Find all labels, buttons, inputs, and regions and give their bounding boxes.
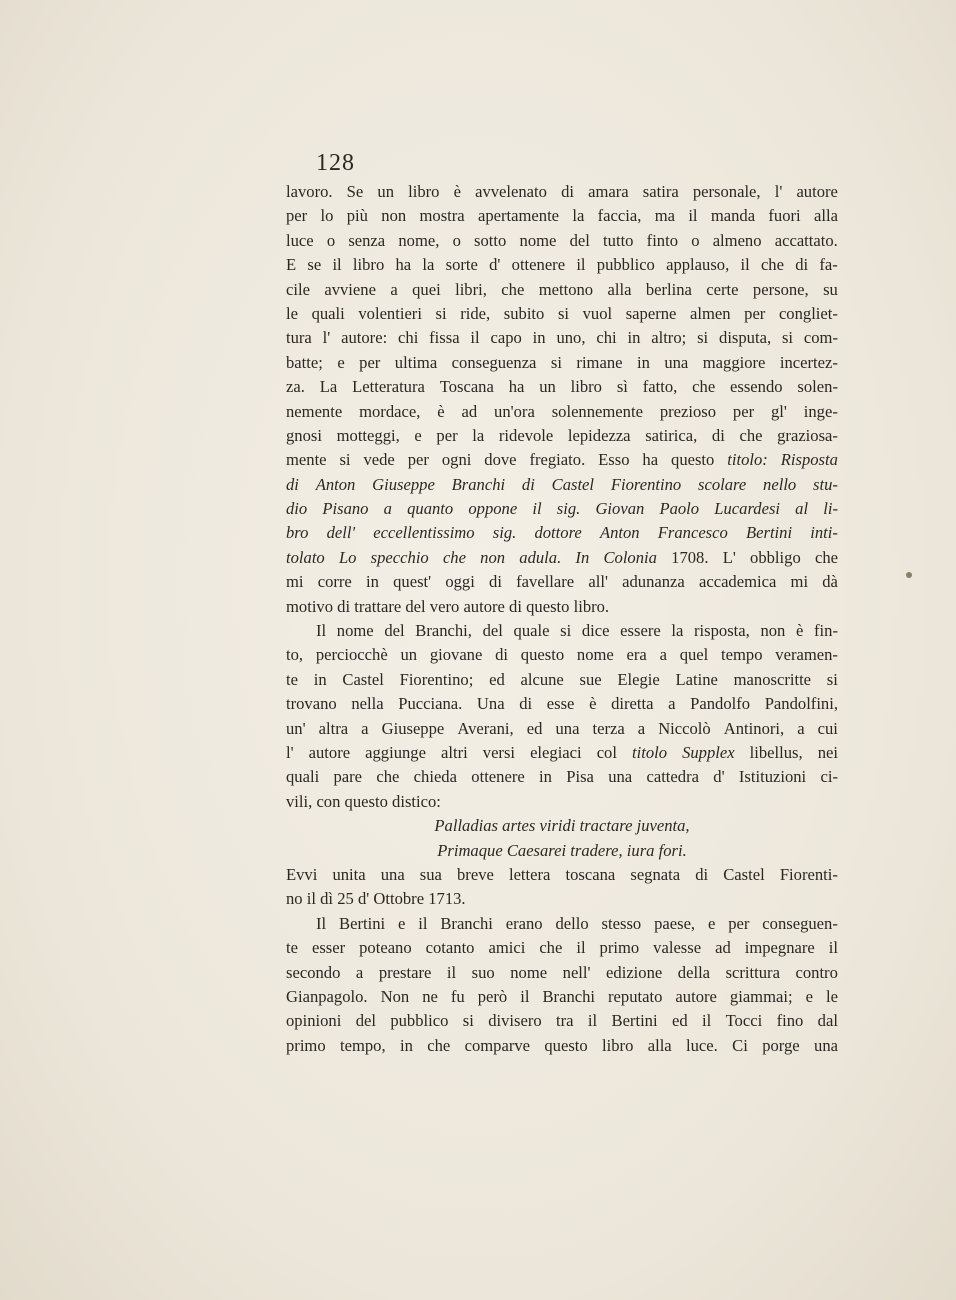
text-line: per lo più non mostra apertamente la faccia, ma il manda fuori alla — [286, 206, 838, 226]
ink-spot — [906, 572, 912, 578]
text-line: un' altra a Giuseppe Averani, ed una terza a Niccolò Antinori, a cui — [286, 718, 838, 738]
text-line: primo tempo, in che comparve questo libro alla luce. Ci porge una — [286, 1035, 838, 1055]
text-line: di Anton Giuseppe Branchi di Castel Fiorentino scolare nello stu- — [286, 474, 838, 494]
text-line: Il Bertini e il Branchi erano dello stesso paese, e per conseguen- — [316, 913, 838, 933]
text-line: le quali volentieri si ride, subito si vuol saperne almen per congliet- — [286, 303, 838, 323]
text-line: Evvi unita una sua breve lettera toscana segnata di Castel Fiorenti- — [286, 864, 838, 884]
text-line: lavoro. Se un libro è avvelenato di amara satira personale, l' autore — [286, 182, 838, 201]
text-line: gnosi motteggi, e per la ridevole lepidezza satirica, di che graziosa- — [286, 425, 838, 445]
text-line: tura l' autore: chi fissa il capo in uno, chi in altro; si disputa, si com- — [286, 328, 838, 348]
text-line: batte; e per ultima conseguenza si rimane in una maggiore incertez- — [286, 352, 838, 372]
text-line: dio Pisano a quanto oppone il sig. Giovan Paolo Lucardesi al li- — [286, 499, 838, 519]
text-line: luce o senza nome, o sotto nome del tutto finto o almeno accattato. — [286, 230, 838, 250]
text-line: te esser poteano cotanto amici che il primo valesse ad impegnare il — [286, 938, 838, 958]
text-line: l' autore aggiunge altri versi elegiaci col titolo Supplex libellus, nei — [286, 742, 838, 762]
page-number: 128 — [316, 150, 355, 176]
text-line: bro dell' eccellentissimo sig. dottore Anton Francesco Bertini inti- — [286, 523, 838, 543]
text-line: mi corre in quest' oggi di favellare all' adunanza accademica mi dà — [286, 572, 838, 592]
text-line: cile avviene a quei libri, che mettono alla berlina certe persone, su — [286, 279, 838, 299]
text-line: quali pare che chieda ottenere in Pisa una cattedra d' Istituzioni ci- — [286, 767, 838, 787]
text-line: Gianpagolo. Non ne fu però il Branchi reputato autore giammai; e le — [286, 986, 838, 1006]
text-line: tolato Lo specchio che non adula. In Colonia 1708. L' obbligo che — [286, 547, 838, 567]
text-line: te in Castel Fiorentino; ed alcune sue Elegie Latine manoscritte si — [286, 669, 838, 689]
text-line: vili, con questo distico: — [286, 791, 441, 811]
text-line: Palladias artes viridi tractare juventa, — [434, 816, 690, 836]
text-line: opinioni del pubblico si divisero tra il Bertini ed il Tocci fino dal — [286, 1011, 838, 1031]
body-text — [286, 180, 838, 1058]
text-line: Il nome del Branchi, del quale si dice essere la risposta, non è fin- — [316, 621, 838, 641]
text-line: secondo a prestare il suo nome nell' edizione della scrittura contro — [286, 962, 838, 982]
text-line: to, perciocchè un giovane di questo nome era a quel tempo veramen- — [286, 645, 838, 665]
text-line: mente si vede per ogni dove fregiato. Esso ha questo titolo: Risposta — [286, 450, 838, 470]
text-line: trovano nella Pucciana. Una di esse è diretta a Pandolfo Pandolfini, — [286, 694, 838, 714]
text-line: nemente mordace, è ad un'ora solennemente prezioso per gl' inge- — [286, 401, 838, 421]
text-line: za. La Letteratura Toscana ha un libro sì fatto, che essendo solen- — [286, 377, 838, 397]
text-line: no il dì 25 d' Ottobre 1713. — [286, 889, 466, 909]
text-line: motivo di trattare del vero autore di questo libro. — [286, 596, 610, 616]
text-line: Primaque Caesarei tradere, iura fori. — [437, 840, 687, 860]
text-line: E se il libro ha la sorte d' ottenere il pubblico applauso, il che di fa- — [286, 255, 838, 275]
